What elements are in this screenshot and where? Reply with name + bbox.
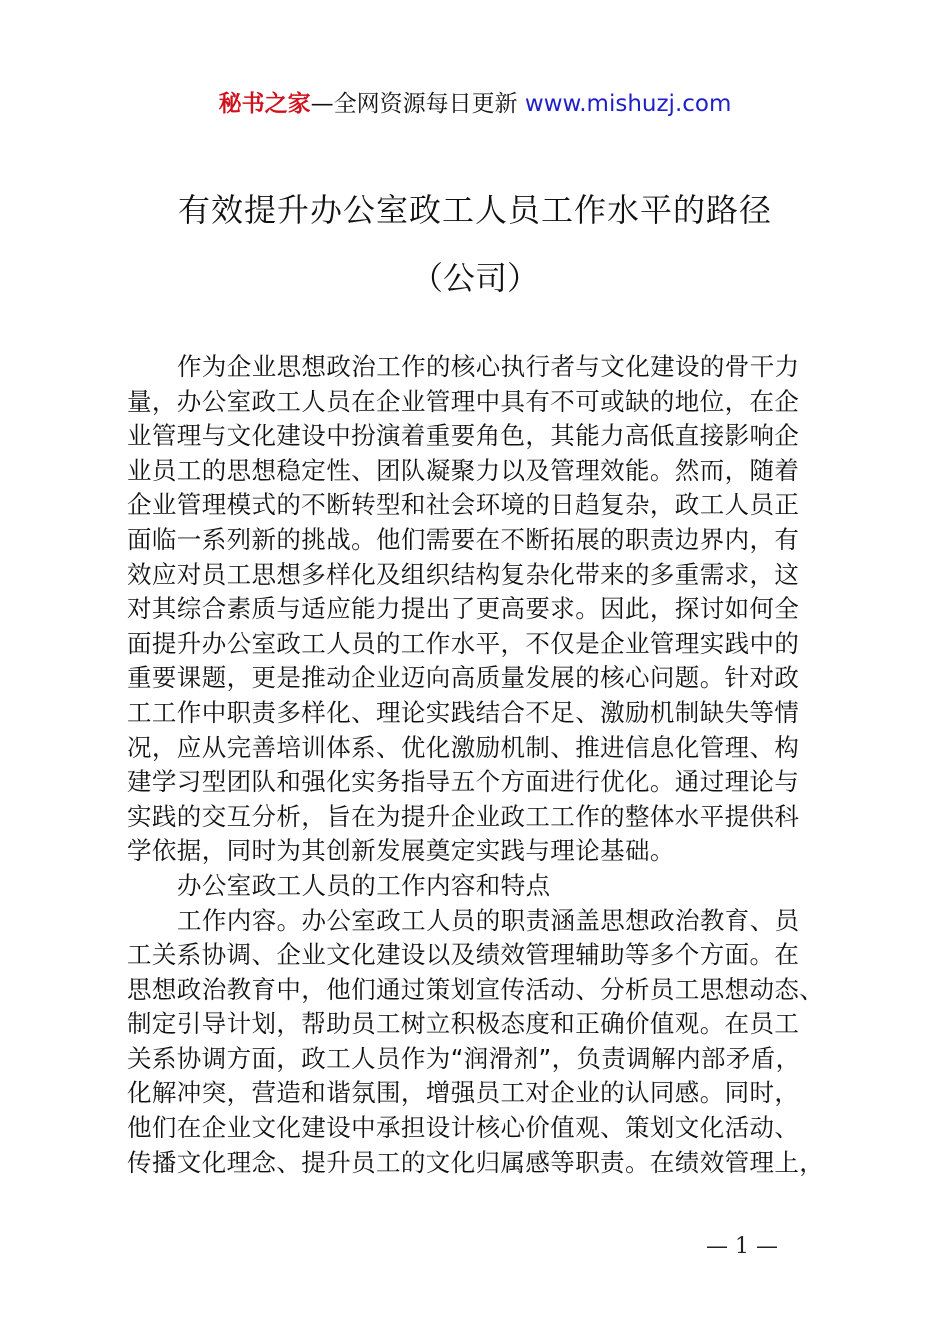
text-line: 他们在企业文化建设中承担设计核心价值观、策划文化活动、 (127, 1113, 800, 1143)
text-line: 对其综合素质与适应能力提出了更高要求。因此，探讨如何全 (127, 594, 800, 624)
text-line: 工作内容。办公室政工人员的职责涵盖思想政治教育、员 (177, 905, 800, 935)
site-header (0, 86, 950, 122)
text-line: 思想政治教育中，他们通过策划宣传活动、分析员工思想动态、 (127, 974, 825, 1004)
document-body (127, 350, 855, 1180)
site-brand: 秘书之家 (218, 91, 311, 117)
text-line: 工关系协调、企业文化建设以及绩效管理辅助等多个方面。在 (127, 940, 800, 970)
text-line: 实践的交互分析，旨在为提升企业政工工作的整体水平提供科 (127, 801, 800, 831)
text-line: 建学习型团队和强化实务指导五个方面进行优化。通过理论与 (127, 767, 800, 797)
section-heading: 办公室政工人员的工作内容和特点 (177, 870, 551, 900)
site-url-link[interactable]: www.mishuzj.com (524, 91, 732, 117)
text-line: 关系协调方面，政工人员作为“润滑剂”，负责调解内部矛盾， (127, 1043, 801, 1073)
text-line: 化解冲突，营造和谐氛围，增强员工对企业的认同感。同时， (127, 1078, 800, 1108)
text-line: 效应对员工思想多样化及组织结构复杂化带来的多重需求，这 (127, 559, 800, 589)
text-line: 制定引导计划，帮助员工树立积极态度和正确价值观。在员工 (127, 1009, 800, 1039)
text-line: 量，办公室政工人员在企业管理中具有不可或缺的地位，在企 (127, 386, 800, 416)
text-line: 传播文化理念、提升员工的文化归属感等职责。在绩效管理上， (127, 1147, 825, 1177)
text-line: 作为企业思想政治工作的核心执行者与文化建设的骨干力 (177, 352, 800, 381)
site-tagline: —全网资源每日更新 (310, 91, 525, 117)
text-line: 业员工的思想稳定性、团队凝聚力以及管理效能。然而，随着 (127, 455, 800, 485)
text-line: 业管理与文化建设中扮演着重要角色，其能力高低直接影响企 (127, 421, 800, 451)
document-subtitle: （公司） (410, 259, 539, 297)
text-line: 重要课题，更是推动企业迈向高质量发展的核心问题。针对政 (127, 663, 800, 693)
text-line: 况，应从完善培训体系、优化激励机制、推进信息化管理、构 (127, 732, 800, 762)
text-line: 面临一系列新的挑战。他们需要在不断拓展的职责边界内，有 (127, 524, 800, 554)
text-line: 工工作中职责多样化、理论实践结合不足、激励机制缺失等情 (127, 697, 800, 727)
document-title: 有效提升办公室政工人员工作水平的路径 (177, 191, 772, 229)
page-number: — 1 — (706, 1234, 778, 1259)
text-line: 学依据，同时为其创新发展奠定实践与理论基础。 (127, 836, 675, 866)
text-line: 企业管理模式的不断转型和社会环境的日趋复杂，政工人员正 (127, 490, 800, 520)
text-line: 面提升办公室政工人员的工作水平，不仅是企业管理实践中的 (127, 628, 800, 658)
